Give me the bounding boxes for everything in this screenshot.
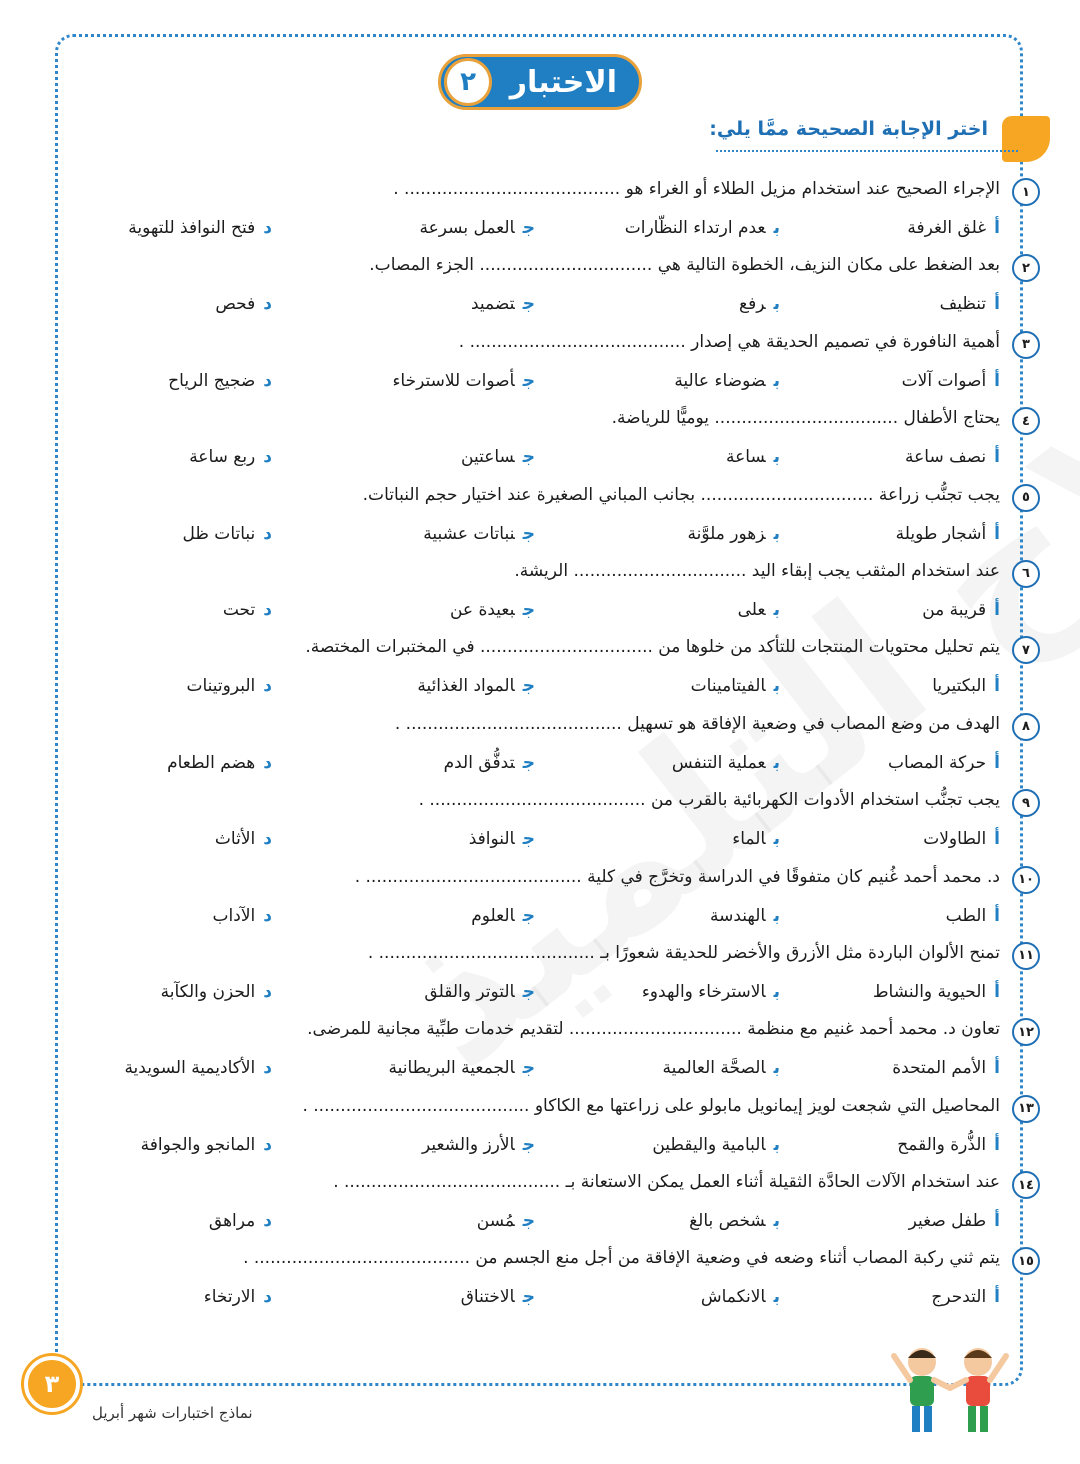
question-text: عند استخدام المثقب يجب إبقاء اليد ................................ الريشة. [514,560,1000,581]
option-letter: أ [994,1287,1000,1308]
question-text: تعاون د. محمد أحمد غنيم مع منظمة ................................ لتقديم خدمات طبِّية مجانية للمرضى. [307,1019,1000,1040]
option-c[interactable] [392,371,535,391]
title-text: الاختبار [509,64,617,100]
option-text: أشجار طويلة [895,523,987,544]
question-text: يحتاج الأطفال .................................. يوميًّا للرياضة. [611,408,1000,429]
option-text: الأمم المتحدة [892,1058,987,1079]
option-letter: ب [773,1211,780,1232]
option-text: التوتر والقلق [424,981,515,1002]
option-text: حركة المصاب [888,752,987,773]
option-d[interactable] [186,676,272,696]
option-letter: أ [994,676,1000,697]
option-a[interactable] [931,1287,1000,1307]
question-number: ٦ [1012,560,1040,588]
option-c[interactable] [422,1135,535,1155]
question-item [0,860,1080,936]
option-c[interactable] [424,982,535,1002]
option-d[interactable] [183,524,273,544]
option-text: البكتيريا [932,676,987,697]
option-letter: ج [522,218,535,238]
option-c[interactable] [444,753,535,773]
option-letter: ج [522,676,535,697]
option-b[interactable] [738,600,780,620]
option-letter: د [263,523,272,544]
question-number: ١٤ [1012,1171,1040,1199]
option-text: المانجو والجوافة [140,1134,256,1155]
option-text: البامية واليقطين [652,1134,766,1155]
question-number: ٩ [1012,789,1040,817]
option-letter: ب [773,370,780,391]
question-item [0,248,1080,324]
option-letter: ج [522,1287,535,1308]
option-c[interactable] [388,1058,535,1078]
option-text: مُسن [476,1211,515,1232]
question-text: الهدف من وضع المصاب في وضعية الإفاقة هو تسهيل ........................................ . [394,713,1000,734]
option-text: البروتينات [186,676,256,697]
question-text: بعد الضغط على مكان النزيف، الخطوة التالية هي ................................ الجزء المصاب. [369,255,1000,276]
option-letter: ج [522,1211,535,1232]
option-text: ضوضاء عالية [674,370,766,391]
option-text: الأثاث [214,829,256,850]
option-text: طفل صغير [908,1211,987,1232]
question-text: يجب تجنُّب استخدام الأدوات الكهربائية بالقرب من ........................................ . [418,790,1000,811]
option-text: الاختناق [460,1287,515,1308]
option-letter: د [263,981,272,1002]
option-letter: ج [522,1058,535,1079]
option-text: أصوات آلات [901,370,987,391]
option-a[interactable] [946,906,1000,926]
option-c[interactable] [420,218,535,238]
option-text: عدم ارتداء النظّارات [624,218,766,238]
question-number: ١٥ [1012,1247,1040,1275]
option-letter: ب [773,905,780,926]
question-item [0,401,1080,477]
question-item [0,1165,1080,1241]
option-text: نباتات ظل [182,523,256,544]
option-b[interactable] [652,1135,780,1155]
option-d[interactable] [209,1211,272,1231]
option-text: أصوات للاسترخاء [392,370,515,391]
option-text: نصف ساعة [905,447,987,468]
option-letter: د [263,1058,272,1079]
option-text: الآداب [212,905,256,926]
option-text: الأكاديمية السويدية [124,1058,256,1079]
question-item [0,1012,1080,1088]
option-text: الطاولات [923,829,987,850]
option-b[interactable] [672,753,780,773]
option-text: الحيوية والنشاط [872,981,987,1002]
option-text: الأرز والشعير [422,1134,515,1155]
option-b[interactable] [688,524,781,544]
option-d[interactable] [167,753,272,773]
question-item [0,783,1080,859]
option-letter: د [263,1211,272,1232]
option-d[interactable] [215,829,272,849]
page-number-badge: ٣ [24,1356,80,1412]
option-b[interactable] [642,982,780,1002]
option-d[interactable] [223,600,272,620]
option-letter: ب [773,218,780,238]
question-number: ٥ [1012,484,1040,512]
option-a[interactable] [902,371,1000,391]
option-text: تحت [222,599,256,620]
question-number: ٧ [1012,636,1040,664]
option-c[interactable] [471,906,535,926]
option-letter: د [263,752,272,773]
option-letter: ج [522,599,535,620]
question-text: المحاصيل التي شجعت لويز إيمانويل مابولو على زراعتها مع الكاكاو ........................................ . [302,1095,1000,1116]
option-a[interactable] [897,1135,1000,1155]
option-letter: أ [994,294,1000,315]
option-letter: د [263,829,272,850]
option-d[interactable] [213,906,272,926]
option-letter: ج [522,752,535,773]
option-text: عملية التنفس [671,752,766,773]
option-b[interactable] [625,218,780,238]
question-text: تمنح الألوان الباردة مثل الأزرق والأخضر للحديقة شعورًا بـ ........................................ . [367,942,1000,963]
option-letter: ب [773,523,780,544]
option-letter: أ [994,523,1000,544]
option-letter: ب [773,599,780,620]
option-letter: ب [773,752,780,773]
question-number: ١٢ [1012,1018,1040,1046]
option-letter: أ [994,447,1000,468]
question-number: ١ [1012,178,1040,206]
option-text: زهور ملوَّنة [687,523,766,544]
option-text: غلق الغرفة [907,218,987,238]
option-letter: د [263,294,272,315]
question-item [0,554,1080,630]
option-text: الاسترخاء والهدوء [641,981,766,1002]
option-d[interactable] [124,1058,272,1078]
option-text: مراهق [208,1211,256,1232]
option-letter: د [263,218,272,238]
option-a[interactable] [909,1211,1000,1231]
option-letter: أ [994,599,1000,620]
option-text: الهندسة [710,905,766,926]
option-letter: ج [522,1134,535,1155]
option-b[interactable] [726,447,780,467]
option-text: الذُّرة والقمح [897,1134,987,1155]
question-item [0,1241,1080,1317]
option-text: بعيدة عن [449,599,515,620]
option-b[interactable] [662,1058,780,1078]
option-letter: ب [773,447,780,468]
option-letter: د [263,599,272,620]
question-item [0,478,1080,554]
question-text: عند استخدام الآلات الحادَّة الثقيلة أثناء العمل يمكن الاستعانة بـ ........................................ . [333,1172,1000,1193]
option-letter: ب [773,1058,780,1079]
option-letter: أ [994,1134,1000,1155]
option-text: الانكماش [700,1287,766,1308]
option-letter: أ [994,905,1000,926]
kids-illustration [880,1336,1020,1450]
option-a[interactable] [932,676,1000,696]
option-letter: د [263,676,272,697]
question-text: يتم ثني ركبة المصاب أثناء وضعه في وضعية الإفاقة من أجل منع الجسم من ........................................ . [243,1248,1000,1269]
option-a[interactable] [873,982,1000,1002]
option-d[interactable] [189,447,272,467]
option-text: نباتات عشبية [423,523,515,544]
option-c[interactable] [471,294,535,314]
option-text: رفع [739,294,766,315]
option-a[interactable] [922,600,1000,620]
option-letter: ب [773,829,780,850]
option-text: تنظيف [939,294,987,315]
question-text: الإجراء الصحيح عند استخدام مزيل الطلاء أو الغراء هو ........................................ . [393,179,1000,199]
option-text: الماء [732,829,766,850]
question-item [0,1089,1080,1165]
option-letter: ب [773,676,780,697]
option-b[interactable] [689,1211,780,1231]
question-text: يتم تحليل محتويات المنتجات للتأكد من خلوها من ................................ في المختبرات المختصة. [305,637,1000,658]
option-text: قريبة من [922,599,987,620]
option-letter: أ [994,829,1000,850]
option-letter: د [263,370,272,391]
instruction-tab-icon [1002,116,1050,162]
option-letter: ج [522,447,535,468]
option-letter: ج [522,370,535,391]
option-c[interactable] [469,829,535,849]
question-item [0,172,1080,248]
option-letter: ج [522,294,535,315]
option-a[interactable] [888,753,1000,773]
question-item [0,707,1080,783]
option-letter: د [263,1134,272,1155]
option-d[interactable] [204,1287,272,1307]
option-d[interactable] [161,982,272,1002]
option-c[interactable] [461,1287,535,1307]
option-text: شخص بالغ [689,1211,766,1232]
option-d[interactable] [168,371,272,391]
instruction-heading: اختر الإجابة الصحيحة ممَّا يلي: [709,118,988,140]
option-text: فتح النوافذ للتهوية [128,218,256,238]
option-letter: أ [994,981,1000,1002]
option-text: النوافذ [468,829,515,850]
option-letter: أ [994,218,1000,238]
question-number: ١١ [1012,942,1040,970]
question-item [0,630,1080,706]
option-d[interactable] [215,294,272,314]
option-b[interactable] [674,371,780,391]
title-number-badge: ٢ [444,58,492,106]
option-text: تدفُّق الدم [443,752,515,773]
option-letter: أ [994,752,1000,773]
option-b[interactable] [710,906,780,926]
question-item [0,325,1080,401]
option-text: الجمعية البريطانية [388,1058,515,1079]
option-text: العمل بسرعة [419,218,515,238]
question-number: ٣ [1012,331,1040,359]
option-letter: ب [773,1134,780,1155]
question-number: ٢ [1012,254,1040,282]
option-text: الطب [945,905,987,926]
option-c[interactable] [477,1211,535,1231]
question-number: ١٠ [1012,866,1040,894]
option-a[interactable] [940,294,1000,314]
option-a[interactable] [907,218,1000,238]
option-letter: ج [522,829,535,850]
option-b[interactable] [732,829,780,849]
option-text: ربع ساعة [189,447,256,468]
option-text: ساعتين [461,447,515,468]
option-a[interactable] [923,829,1000,849]
option-b[interactable] [701,1287,780,1307]
question-text: أهمية النافورة في تصميم الحديقة هي إصدار ........................................ . [458,331,1000,352]
option-c[interactable] [423,524,535,544]
option-text: الصحَّة العالمية [662,1058,766,1079]
option-c[interactable] [417,676,535,696]
option-letter: ج [522,905,535,926]
option-text: العلوم [471,905,515,926]
option-a[interactable] [896,524,1000,544]
option-text: هضم الطعام [167,752,256,773]
footer-text: نماذج اختبارات شهر أبريل [92,1404,253,1422]
question-text: يجب تجنُّب زراعة ................................ بجانب المباني الصغيرة عند اختيار حجم النباتات. [362,484,1000,505]
option-letter: ج [522,523,535,544]
option-letter: أ [994,370,1000,391]
option-text: المواد الغذائية [417,676,515,697]
question-item [0,936,1080,1012]
option-b[interactable] [691,676,780,696]
option-letter: د [263,905,272,926]
option-text: التدحرج [931,1287,987,1308]
option-text: الارتخاء [203,1287,256,1308]
option-letter: د [263,1287,272,1308]
question-text: د. محمد أحمد غُنيم كان متفوقًا في الدراسة وتخرَّج في كلية ........................................ . [354,866,1000,887]
question-number: ٨ [1012,713,1040,741]
option-d[interactable] [141,1135,272,1155]
option-text: فحص [215,294,256,315]
question-number: ٤ [1012,407,1040,435]
option-a[interactable] [892,1058,1000,1078]
option-d[interactable] [128,218,272,238]
option-text: ساعة [726,447,766,468]
instruction-underline [716,150,1018,152]
option-letter: ب [773,294,780,315]
option-a[interactable] [905,447,1000,467]
option-letter: ج [522,981,535,1002]
option-text: تضميد [470,294,515,315]
option-letter: د [263,447,272,468]
option-letter: أ [994,1211,1000,1232]
option-c[interactable] [450,600,535,620]
option-letter: أ [994,1058,1000,1079]
option-text: ضجيج الرياح [168,370,256,391]
option-letter: ب [773,981,780,1002]
option-text: الحزن والكآبة [160,981,256,1002]
option-text: على [737,599,766,620]
question-number: ١٣ [1012,1095,1040,1123]
option-letter: ب [773,1287,780,1308]
option-b[interactable] [739,294,780,314]
option-text: الفيتامينات [690,676,766,697]
questions-list [0,172,1080,1318]
option-c[interactable] [461,447,535,467]
